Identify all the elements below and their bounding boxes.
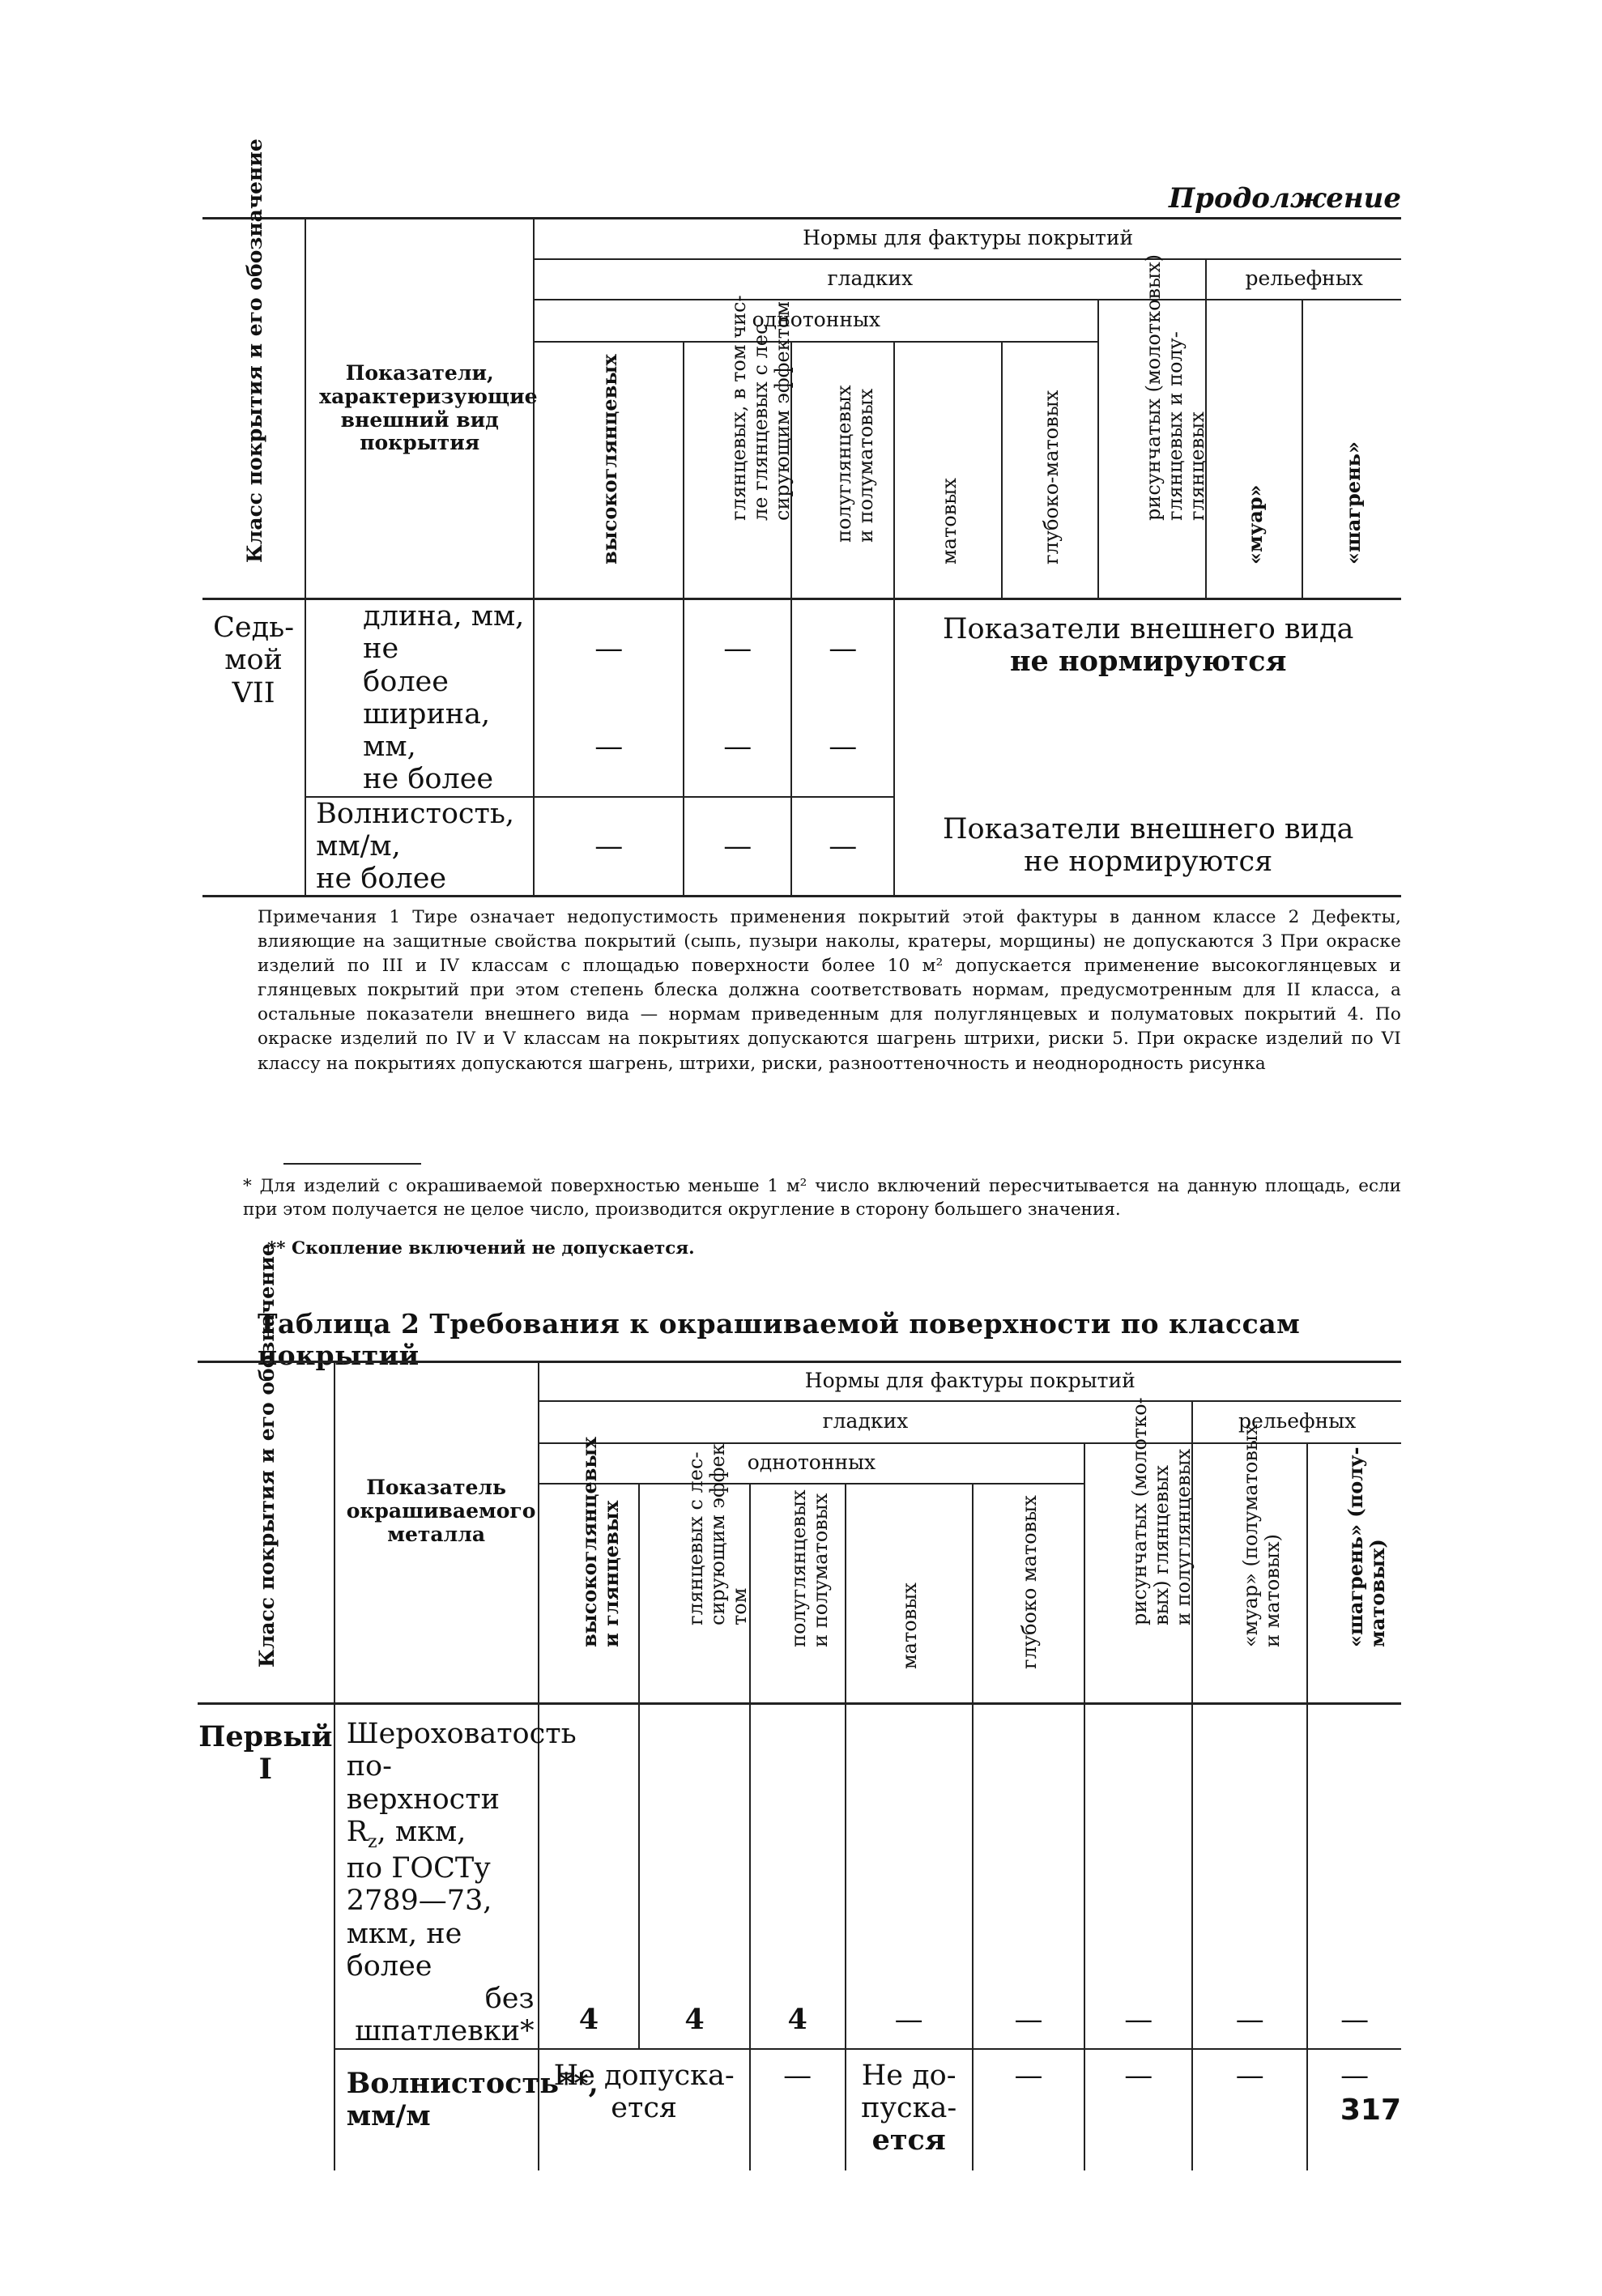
- footnote-divider: [283, 1163, 421, 1165]
- roughness-value: 4: [750, 1704, 846, 2049]
- col-pattern: рисунчатых (молотко- вых) глянцевых и полуглянцевых: [1084, 1443, 1192, 1704]
- waviness-value: —: [1084, 2049, 1192, 2170]
- continuation-label: Продолжение: [1169, 182, 1401, 215]
- col-shagreen: «шагрень»: [1302, 300, 1401, 599]
- col-shagreen: «шагрень» (полу- матовых): [1307, 1443, 1401, 1704]
- group-norms: Нормы для фактуры покрытий: [534, 219, 1401, 259]
- group-mono: однотонных: [534, 300, 1098, 342]
- col-class-header: Класс покрытия и его обозначение: [202, 219, 305, 599]
- row-waviness-label: Волнистость**, мм/м: [334, 2049, 539, 2170]
- col-semi: полуглянцевых и полуматовых: [750, 1484, 846, 1704]
- col-moire: «муар»: [1206, 300, 1302, 599]
- col-pattern: рисунчатых (молотковых) глянцевых и полу- глянцевых: [1098, 300, 1206, 599]
- class-cell-i: Первый I: [198, 1720, 333, 1787]
- col-deep-matte: глубоко матовых: [973, 1484, 1085, 1704]
- not-normed-note: Показатели внешнего вида не нормируются: [894, 599, 1401, 797]
- roughness-value: —: [1084, 1704, 1192, 2049]
- table2-title: Таблица 2 Требования к окрашиваемой поверхности по классам покрытий: [258, 1308, 1301, 1371]
- roughness-value: —: [973, 1704, 1085, 2049]
- waviness-value: —: [1307, 2049, 1401, 2170]
- col-matte: матовых: [894, 342, 1002, 599]
- roughness-value: 4: [539, 1704, 640, 2049]
- roughness-value: —: [846, 1704, 973, 2049]
- col-high-gloss: высокоглянцевых: [534, 342, 684, 599]
- table-notes: Примечания 1 Тире означает недопустимость применения покрытий этой фактуры в данном классе 2 Дефекты, влияющие на защитные свойства покрытий (сыпь, пузыри наколы, кратеры, морщины) не допускаются 3 При окраске изделий по III и IV классам с площадью поверхности более 10 м² допускается применение высокоглянцевых и глянцевых покрытий при этом степень блеска должна соответствовать нормам, предусмотренным для II класса, а остальные показатели внешнего вида — нормам приведенным для полуглянцевых и полуматовых покрытий 4. По окраске изделий по IV и V классам на покрытиях допускаются шагрень штрихи, риски 5. При окраске изделий по VI классу на покрытиях допускаются шагрень, штрихи, риски, разнооттеночность и неоднородность рисунка: [258, 907, 1401, 1074]
- page-number: 317: [1340, 2094, 1401, 2127]
- row-waviness-value: —: [684, 797, 791, 897]
- col-high-gloss: высокоглянцевых и глянцевых: [539, 1484, 640, 1704]
- row-waviness-label: Волнистость, мм/м, не более: [305, 797, 534, 897]
- footnote-cluster: ** Скопление включений не допускается.: [267, 1238, 695, 1259]
- group-norms: Нормы для фактуры покрытий: [539, 1362, 1401, 1401]
- row-length-label: длина, мм, не более: [305, 599, 534, 698]
- waviness-not-allowed: Не допуска- ется: [539, 2049, 750, 2170]
- waviness-value: —: [1192, 2049, 1307, 2170]
- row-waviness-value: —: [791, 797, 894, 897]
- not-normed-note: Показатели внешнего вида не нормируются: [894, 797, 1401, 897]
- waviness-value: —: [750, 2049, 846, 2170]
- col-deep-matte: глубоко-матовых: [1002, 342, 1098, 599]
- row-width-value: —: [534, 698, 684, 797]
- waviness-not-allowed: Не до- пуска- ется: [846, 2049, 973, 2170]
- row-width-value: —: [791, 698, 894, 797]
- group-relief: рельефных: [1192, 1401, 1401, 1443]
- group-mono: однотонных: [539, 1443, 1085, 1484]
- waviness-value: —: [973, 2049, 1085, 2170]
- row-length-value: —: [791, 599, 894, 698]
- col-indicator-header: Показатели, характеризующие внешний вид покрытия: [305, 219, 534, 599]
- row-waviness-value: —: [534, 797, 684, 897]
- col-semi: полуглянцевых и полуматовых: [791, 342, 894, 599]
- group-relief: рельефных: [1206, 259, 1401, 300]
- roughness-value: 4: [639, 1704, 749, 2049]
- class-cell-vii: Седь- мой VII: [202, 599, 305, 897]
- roughness-value: —: [1307, 1704, 1401, 2049]
- row-roughness-label: Шероховатость по- верхности $R_z$, мкм, по ГОСТу 2789—73, мкм, не более без шпатлевки*: [334, 1704, 539, 2049]
- row-width-value: —: [684, 698, 791, 797]
- group-smooth: гладких: [534, 259, 1206, 300]
- footnote-inclusions: * Для изделий с окрашиваемой поверхностью меньше 1 м² число включений пересчитывается на данную площадь, если при этом получается не целое число, производится округление в сторону большего значения.: [243, 1176, 1401, 1220]
- row-length-value: —: [534, 599, 684, 698]
- row-length-value: —: [684, 599, 791, 698]
- col-indicator-header: Показатель окрашиваемого металла: [334, 1362, 539, 1704]
- col-matte: матовых: [846, 1484, 973, 1704]
- col-moire: «муар» (полуматовых и матовых): [1192, 1443, 1307, 1704]
- col-gloss: глянцевых с лес- сирующим эффек том: [639, 1484, 749, 1704]
- row-width-label: ширина, мм, не более: [305, 698, 534, 797]
- group-smooth: гладких: [539, 1401, 1193, 1443]
- col-gloss: глянцевых, в том чис- ле глянцевых с лес- сирующим эффектом: [684, 342, 791, 599]
- roughness-value: —: [1192, 1704, 1307, 2049]
- col-class-header: Класс покрытия и его обозначение: [198, 1362, 334, 1704]
